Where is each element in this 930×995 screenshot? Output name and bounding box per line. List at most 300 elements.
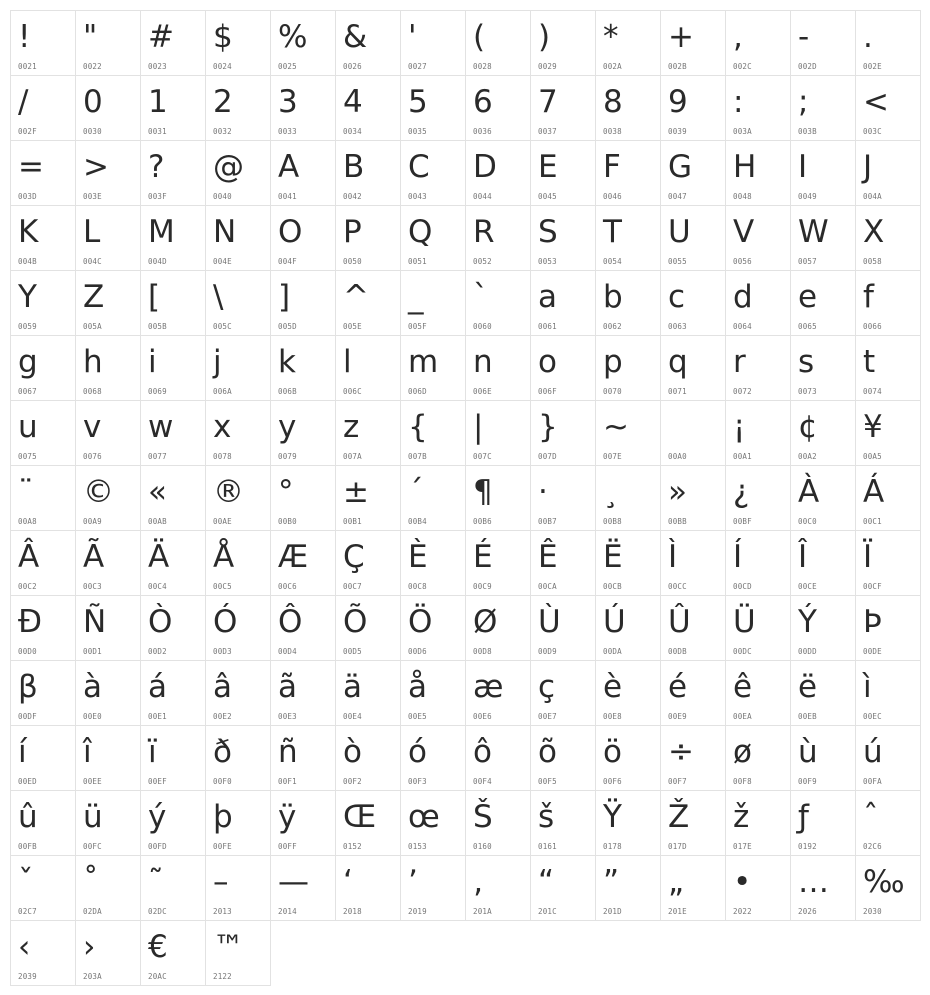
glyph-char: ” [603,864,620,900]
glyph-cell [335,140,401,206]
glyph-char: 8 [603,84,623,120]
glyph-code: 005B [148,322,167,331]
glyph-code: 0052 [473,257,492,266]
glyph-code: 004D [148,257,167,266]
glyph-code: 0056 [733,257,752,266]
glyph-code: 00F9 [798,777,817,786]
glyph-code: 00AB [148,517,167,526]
glyph-code: 0035 [408,127,427,136]
glyph-cell [140,595,206,661]
glyph-cell [595,595,661,661]
glyph-char: 7 [538,84,558,120]
glyph-cell [400,465,466,531]
glyph-cell [75,270,141,336]
glyph-cell [855,790,921,856]
glyph-code: 00C0 [798,517,817,526]
glyph-char: - [798,19,810,55]
glyph-char: W [798,214,829,250]
glyph-char: H [733,149,757,185]
glyph-cell [400,725,466,791]
glyph-cell [75,140,141,206]
glyph-char: æ [473,669,504,705]
glyph-code: 0079 [278,452,297,461]
glyph-char: Ú [603,604,626,640]
glyph-cell [725,335,791,401]
glyph-cell [205,270,271,336]
glyph-char: Ì [668,539,678,575]
glyph-char: ÷ [668,734,694,770]
glyph-char: ‹ [18,929,31,965]
glyph-cell [400,855,466,921]
glyph-cell [205,725,271,791]
glyph-char: < [863,84,889,120]
glyph-code: 00E8 [603,712,622,721]
glyph-char: Ù [538,604,561,640]
glyph-code: 0029 [538,62,557,71]
glyph-char: è [603,669,623,705]
glyph-char: Ë [603,539,623,575]
glyph-char: Þ [863,604,882,640]
glyph-code: 0058 [863,257,882,266]
glyph-cell [75,205,141,271]
glyph-char: g [18,344,38,380]
glyph-cell [790,465,856,531]
glyph-code: 003F [148,192,167,201]
glyph-cell [465,790,531,856]
glyph-char: 0 [83,84,103,120]
glyph-code: 0022 [83,62,102,71]
glyph-code: 00EA [733,712,752,721]
glyph-code: 00A2 [798,452,817,461]
glyph-cell [465,660,531,726]
glyph-char: ÿ [278,799,297,835]
glyph-char: } [538,409,558,445]
glyph-char: b [603,279,623,315]
glyph-cell [530,270,596,336]
glyph-code: 0037 [538,127,557,136]
glyph-code: 0032 [213,127,232,136]
glyph-code: 00D8 [473,647,492,656]
glyph-char: › [83,929,96,965]
glyph-char: j [213,344,222,380]
glyph-cell [10,10,76,76]
glyph-char: * [603,19,619,55]
glyph-char: Ö [408,604,433,640]
glyph-code: 02DA [83,907,102,916]
glyph-code: 006C [343,387,362,396]
glyph-char: 1 [148,84,168,120]
glyph-cell [400,10,466,76]
glyph-cell [270,75,336,141]
glyph-code: 0064 [733,322,752,331]
glyph-cell [465,530,531,596]
glyph-code: 00C6 [278,582,297,591]
glyph-cell [335,465,401,531]
glyph-char: î [83,734,92,770]
glyph-cell [140,10,206,76]
glyph-code: 00F6 [603,777,622,786]
glyph-code: 0048 [733,192,752,201]
glyph-code: 00BB [668,517,687,526]
glyph-code: 0161 [538,842,557,851]
glyph-char: „ [668,864,685,900]
glyph-code: 00DB [668,647,687,656]
glyph-char: Ý [798,604,817,640]
glyph-char: ñ [278,734,298,770]
glyph-code: 007E [603,452,622,461]
glyph-char: Æ [278,539,309,575]
glyph-char: ì [863,669,872,705]
glyph-char: ó [408,734,427,770]
glyph-code: 00BF [733,517,752,526]
glyph-cell [270,855,336,921]
glyph-code: 006D [408,387,427,396]
glyph-cell [205,530,271,596]
glyph-code: 006A [213,387,232,396]
glyph-cell [10,725,76,791]
glyph-cell [10,920,76,986]
glyph-cell [10,400,76,466]
glyph-char: M [148,214,175,250]
glyph-code: 00F3 [408,777,427,786]
glyph-cell [855,660,921,726]
glyph-char: ˚ [83,864,99,900]
glyph-char: @ [213,149,244,185]
glyph-cell [660,530,726,596]
glyph-cell [725,400,791,466]
glyph-code: 00F5 [538,777,557,786]
glyph-code: 00F0 [213,777,232,786]
glyph-cell [75,530,141,596]
glyph-code: 00E1 [148,712,167,721]
glyph-code: 00FE [213,842,232,851]
glyph-char: Q [408,214,433,250]
glyph-cell [400,205,466,271]
glyph-char: C [408,149,430,185]
glyph-cell [140,790,206,856]
glyph-char: Ê [538,539,558,575]
glyph-code: 00E6 [473,712,492,721]
glyph-code: 002F [18,127,37,136]
glyph-grid [10,10,920,985]
glyph-char: Z [83,279,105,315]
glyph-char: Ä [148,539,170,575]
glyph-code: 004C [83,257,102,266]
glyph-cell [205,920,271,986]
glyph-char: ™ [213,929,244,965]
glyph-char: « [148,474,167,510]
glyph-cell [790,855,856,921]
glyph-char: v [83,409,102,445]
glyph-char: à [83,669,102,705]
glyph-code: 00A5 [863,452,882,461]
glyph-char: ã [278,669,297,705]
glyph-code: 00FC [83,842,102,851]
glyph-cell [205,140,271,206]
glyph-code: 2039 [18,972,37,981]
glyph-char: c [668,279,686,315]
glyph-code: 00F1 [278,777,297,786]
glyph-code: 2013 [213,907,232,916]
glyph-char: y [278,409,297,445]
glyph-char: p [603,344,623,380]
glyph-code: 00C3 [83,582,102,591]
glyph-char: n [473,344,493,380]
glyph-char: J [863,149,873,185]
glyph-char: ; [798,84,809,120]
glyph-char: h [83,344,103,380]
glyph-char: | [473,409,484,445]
glyph-char: Â [18,539,40,575]
glyph-cell [530,140,596,206]
glyph-cell [660,465,726,531]
glyph-code: 00B6 [473,517,492,526]
glyph-char: ° [278,474,294,510]
glyph-cell [465,75,531,141]
glyph-cell [465,10,531,76]
glyph-cell [790,530,856,596]
glyph-code: 002E [863,62,882,71]
glyph-char: ð [213,734,232,770]
glyph-char: ¥ [863,409,883,445]
glyph-cell [660,400,726,466]
glyph-code: 0153 [408,842,427,851]
glyph-code: 00A9 [83,517,102,526]
glyph-cell [270,530,336,596]
glyph-code: 0049 [798,192,817,201]
glyph-char: N [213,214,237,250]
glyph-cell [270,400,336,466]
glyph-cell [270,595,336,661]
glyph-char: ï [148,734,157,770]
glyph-code: 003D [18,192,37,201]
glyph-cell [205,400,271,466]
glyph-cell [400,75,466,141]
glyph-cell [465,335,531,401]
glyph-cell [725,270,791,336]
glyph-char: , [733,19,743,55]
glyph-cell [530,205,596,271]
glyph-char: ? [148,149,165,185]
glyph-char: ¿ [733,474,750,510]
glyph-code: 00EC [863,712,882,721]
glyph-cell [725,465,791,531]
glyph-cell [660,140,726,206]
glyph-char: À [798,474,820,510]
glyph-code: 00F2 [343,777,362,786]
glyph-char: ò [343,734,362,770]
glyph-code: 00D3 [213,647,232,656]
glyph-cell [140,270,206,336]
glyph-cell [530,530,596,596]
glyph-code: 0055 [668,257,687,266]
glyph-code: 00E4 [343,712,362,721]
glyph-char: D [473,149,497,185]
glyph-cell [400,530,466,596]
glyph-code: 203A [83,972,102,981]
glyph-char: k [278,344,296,380]
glyph-char: 5 [408,84,428,120]
glyph-cell [465,270,531,336]
glyph-cell [140,725,206,791]
glyph-code: 0039 [668,127,687,136]
glyph-cell [270,790,336,856]
glyph-cell [205,335,271,401]
glyph-char: 2 [213,84,233,120]
glyph-code: 2122 [213,972,232,981]
glyph-cell [335,530,401,596]
glyph-char: í [18,734,27,770]
glyph-cell [595,205,661,271]
glyph-code: 0045 [538,192,557,201]
glyph-cell [725,660,791,726]
glyph-cell [465,725,531,791]
glyph-cell [335,790,401,856]
glyph-code: 00F7 [668,777,687,786]
glyph-code: 0021 [18,62,37,71]
glyph-char: F [603,149,621,185]
glyph-char: ‘ [343,864,353,900]
glyph-code: 0053 [538,257,557,266]
glyph-code: 00DA [603,647,622,656]
glyph-cell [335,725,401,791]
glyph-code: 007C [473,452,492,461]
glyph-cell [855,855,921,921]
glyph-cell [790,205,856,271]
glyph-code: 0040 [213,192,232,201]
glyph-char: Ã [83,539,105,575]
glyph-cell [205,465,271,531]
glyph-char: · [538,474,548,510]
glyph-cell [790,140,856,206]
glyph-cell [855,465,921,531]
glyph-char: É [473,539,493,575]
glyph-cell [725,75,791,141]
glyph-cell [140,75,206,141]
glyph-char: ~ [603,409,629,445]
glyph-cell [10,75,76,141]
glyph-code: 005A [83,322,102,331]
glyph-char: ý [148,799,167,835]
glyph-code: 006E [473,387,492,396]
glyph-cell [790,595,856,661]
glyph-cell [140,660,206,726]
glyph-cell [595,465,661,531]
glyph-code: 005E [343,322,362,331]
glyph-cell [595,530,661,596]
glyph-char: Õ [343,604,368,640]
glyph-cell [660,855,726,921]
glyph-char: ` [473,279,489,315]
glyph-code: 00FD [148,842,167,851]
glyph-char: . [863,19,873,55]
glyph-char: i [148,344,157,380]
glyph-cell [75,595,141,661]
glyph-code: 0025 [278,62,297,71]
glyph-code: 00C5 [213,582,232,591]
glyph-code: 005F [408,322,427,331]
glyph-code: 00B4 [408,517,427,526]
glyph-cell [335,595,401,661]
glyph-cell [335,660,401,726]
glyph-cell [660,725,726,791]
glyph-code: 0034 [343,127,362,136]
glyph-code: 00C9 [473,582,492,591]
glyph-char: á [148,669,167,705]
glyph-char: ç [538,669,556,705]
glyph-char: : [733,84,744,120]
glyph-code: 00C8 [408,582,427,591]
glyph-cell [855,595,921,661]
glyph-char: Œ [343,799,377,835]
glyph-code: 003C [863,127,882,136]
glyph-char: Å [213,539,235,575]
glyph-char: T [603,214,622,250]
glyph-char: q [668,344,688,380]
glyph-cell [270,10,336,76]
glyph-code: 0030 [83,127,102,136]
glyph-code: 02DC [148,907,167,916]
glyph-cell [465,400,531,466]
glyph-cell [400,595,466,661]
glyph-cell [335,335,401,401]
glyph-code: 0059 [18,322,37,331]
glyph-code: 004F [278,257,297,266]
glyph-char: ® [213,474,244,510]
glyph-cell [725,595,791,661]
glyph-cell [530,595,596,661]
glyph-code: 005C [213,322,232,331]
glyph-cell [790,400,856,466]
glyph-code: 004A [863,192,882,201]
glyph-code: 00A8 [18,517,37,526]
glyph-cell [725,530,791,596]
glyph-code: 003B [798,127,817,136]
glyph-code: 0033 [278,127,297,136]
glyph-code: 00F8 [733,777,752,786]
glyph-char: ô [473,734,492,770]
glyph-code: 0152 [343,842,362,851]
glyph-code: 0028 [473,62,492,71]
glyph-code: 00CC [668,582,687,591]
glyph-char: + [668,19,694,55]
glyph-code: 00FA [863,777,882,786]
glyph-char: β [18,669,38,705]
glyph-cell [595,335,661,401]
glyph-char: ^ [343,279,369,315]
glyph-code: 0036 [473,127,492,136]
glyph-code: 00FF [278,842,297,851]
glyph-char: Đ [18,604,43,640]
glyph-char: \ [213,279,224,315]
glyph-code: 00C2 [18,582,37,591]
glyph-code: 00B8 [603,517,622,526]
glyph-cell [335,10,401,76]
glyph-code: 00D9 [538,647,557,656]
glyph-cell [465,595,531,661]
glyph-cell [140,140,206,206]
glyph-cell [10,205,76,271]
glyph-cell [855,140,921,206]
glyph-char: ¡ [733,409,746,445]
glyph-cell [75,10,141,76]
glyph-char: $ [213,19,233,55]
glyph-code: 00D1 [83,647,102,656]
glyph-cell [270,660,336,726]
glyph-code: 002A [603,62,622,71]
glyph-cell [465,140,531,206]
glyph-code: 00DE [863,647,882,656]
